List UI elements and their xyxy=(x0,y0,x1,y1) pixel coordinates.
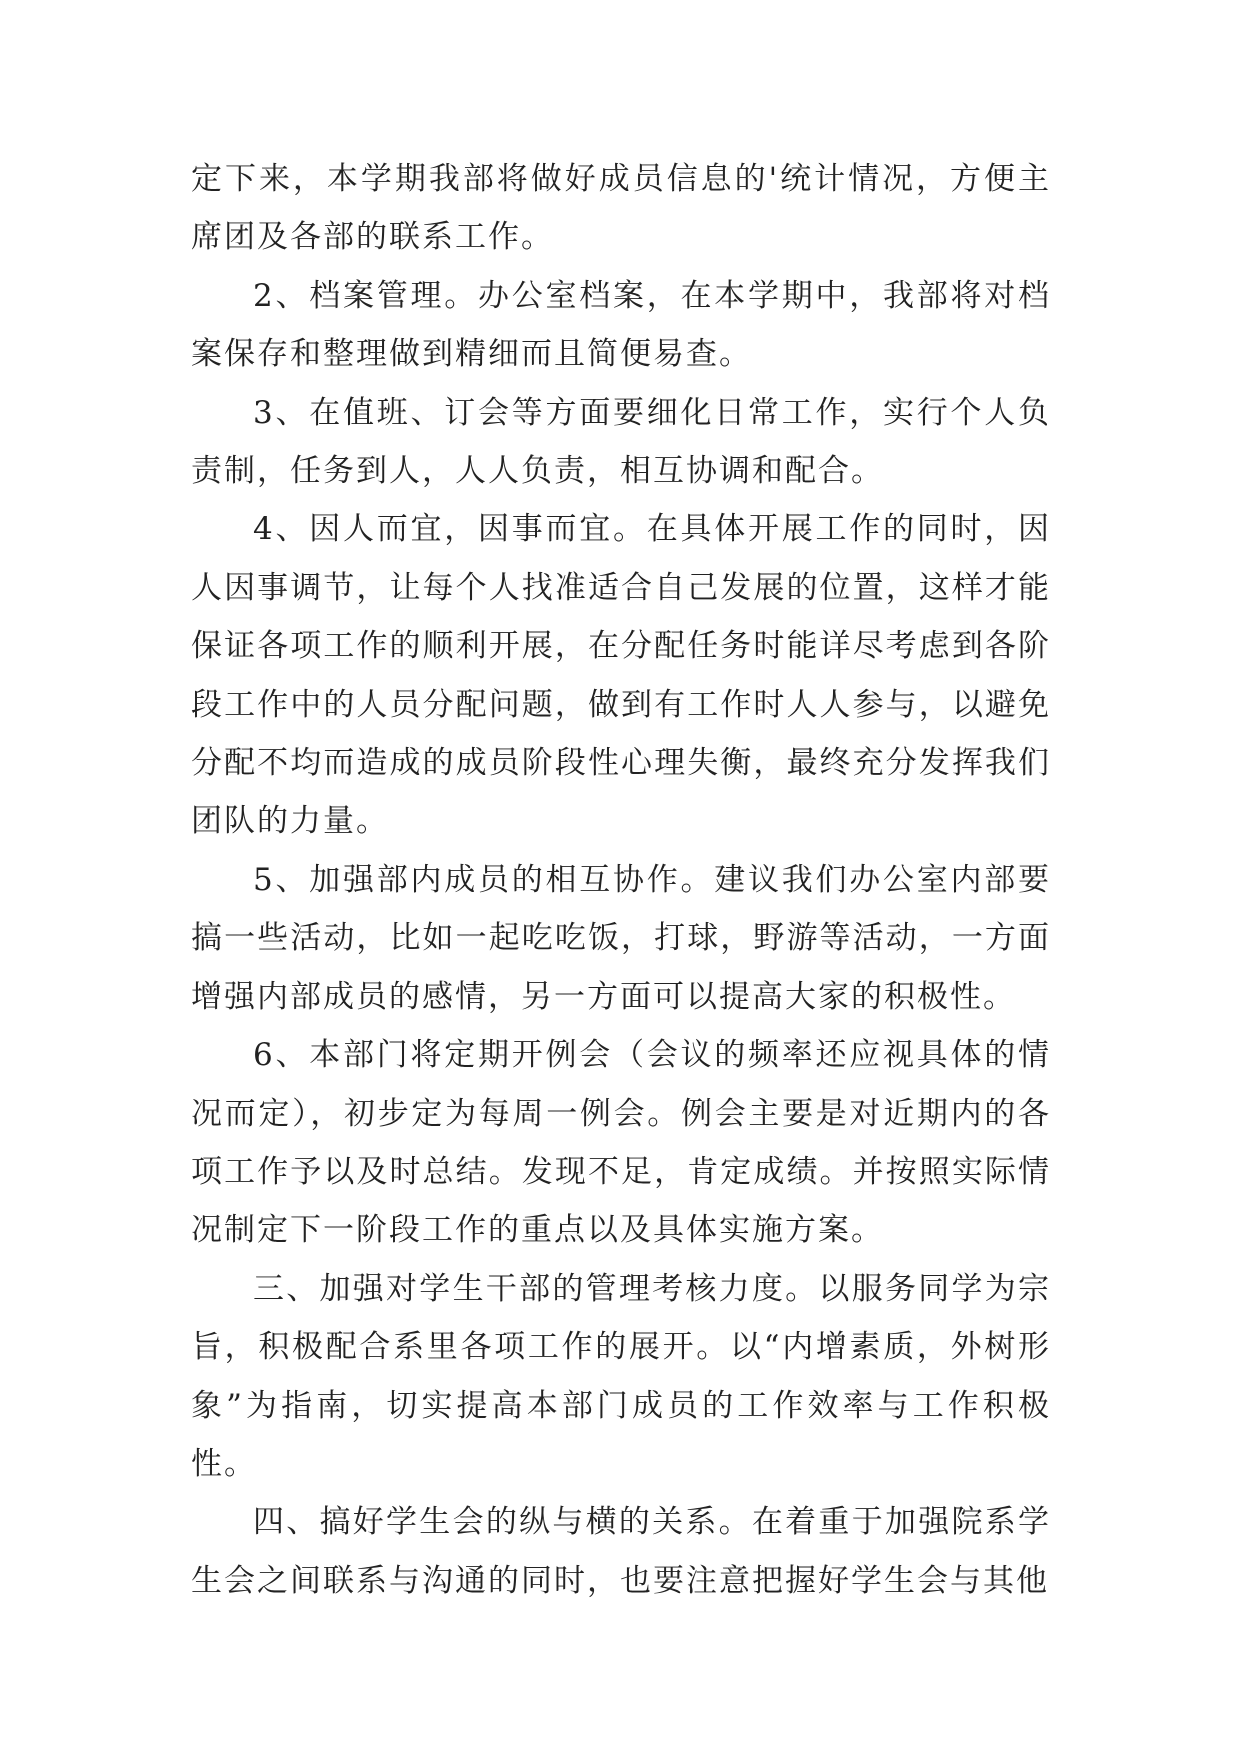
document-body xyxy=(191,150,1051,1610)
paragraph-continuation: 定下来，本学期我部将做好成员信息的'统计情况，方便主席团及各部的联系工作。 xyxy=(191,161,1051,256)
paragraph-item-5-cooperation: 5、加强部内成员的相互协作。建议我们办公室内部要搞一些活动，比如一起吃吃饭，打球，野游等活动，一方面增强内部成员的感情，另一方面可以提高大家的积极性。 xyxy=(191,861,1051,1015)
paragraph-item-6-regular-meetings: 6、本部门将定期开例会（会议的频率还应视具体的情况而定），初步定为每周一例会。例会主要是对近期内的各项工作予以及时总结。发现不足，肯定成绩。并按照实际情况制定下一阶段工作的重点以及具体实施方案。 xyxy=(191,1037,1051,1249)
paragraph-item-4-adapt-to-people: 4、因人而宜，因事而宜。在具体开展工作的同时，因人因事调节，让每个人找准适合自己发展的位置，这样才能保证各项工作的顺利开展，在分配任务时能详尽考虑到各阶段工作中的人员分配问题，做到有工作时人人参与，以避免分配不均而造成的成员阶段性心理失衡，最终充分发挥我们团队的力量。 xyxy=(191,511,1051,840)
paragraph-item-3-duty-meetings: 3、在值班、订会等方面要细化日常工作，实行个人负责制，任务到人，人人负责，相互协调和配合。 xyxy=(191,394,1051,490)
paragraph-section-3-cadre-management: 三、加强对学生干部的管理考核力度。以服务同学为宗旨，积极配合系里各项工作的展开。以“内增素质，外树形象”为指南，切实提高本部门成员的工作效率与工作积极性。 xyxy=(191,1270,1051,1482)
paragraph-item-2-archive-management: 2、档案管理。办公室档案，在本学期中，我部将对档案保存和整理做到精细而且简便易查。 xyxy=(191,277,1051,373)
paragraph-section-4-relations: 四、搞好学生会的纵与横的关系。在着重于加强院系学生会之间联系与沟通的同时，也要注意把握好学生会与其他 xyxy=(191,1504,1051,1599)
